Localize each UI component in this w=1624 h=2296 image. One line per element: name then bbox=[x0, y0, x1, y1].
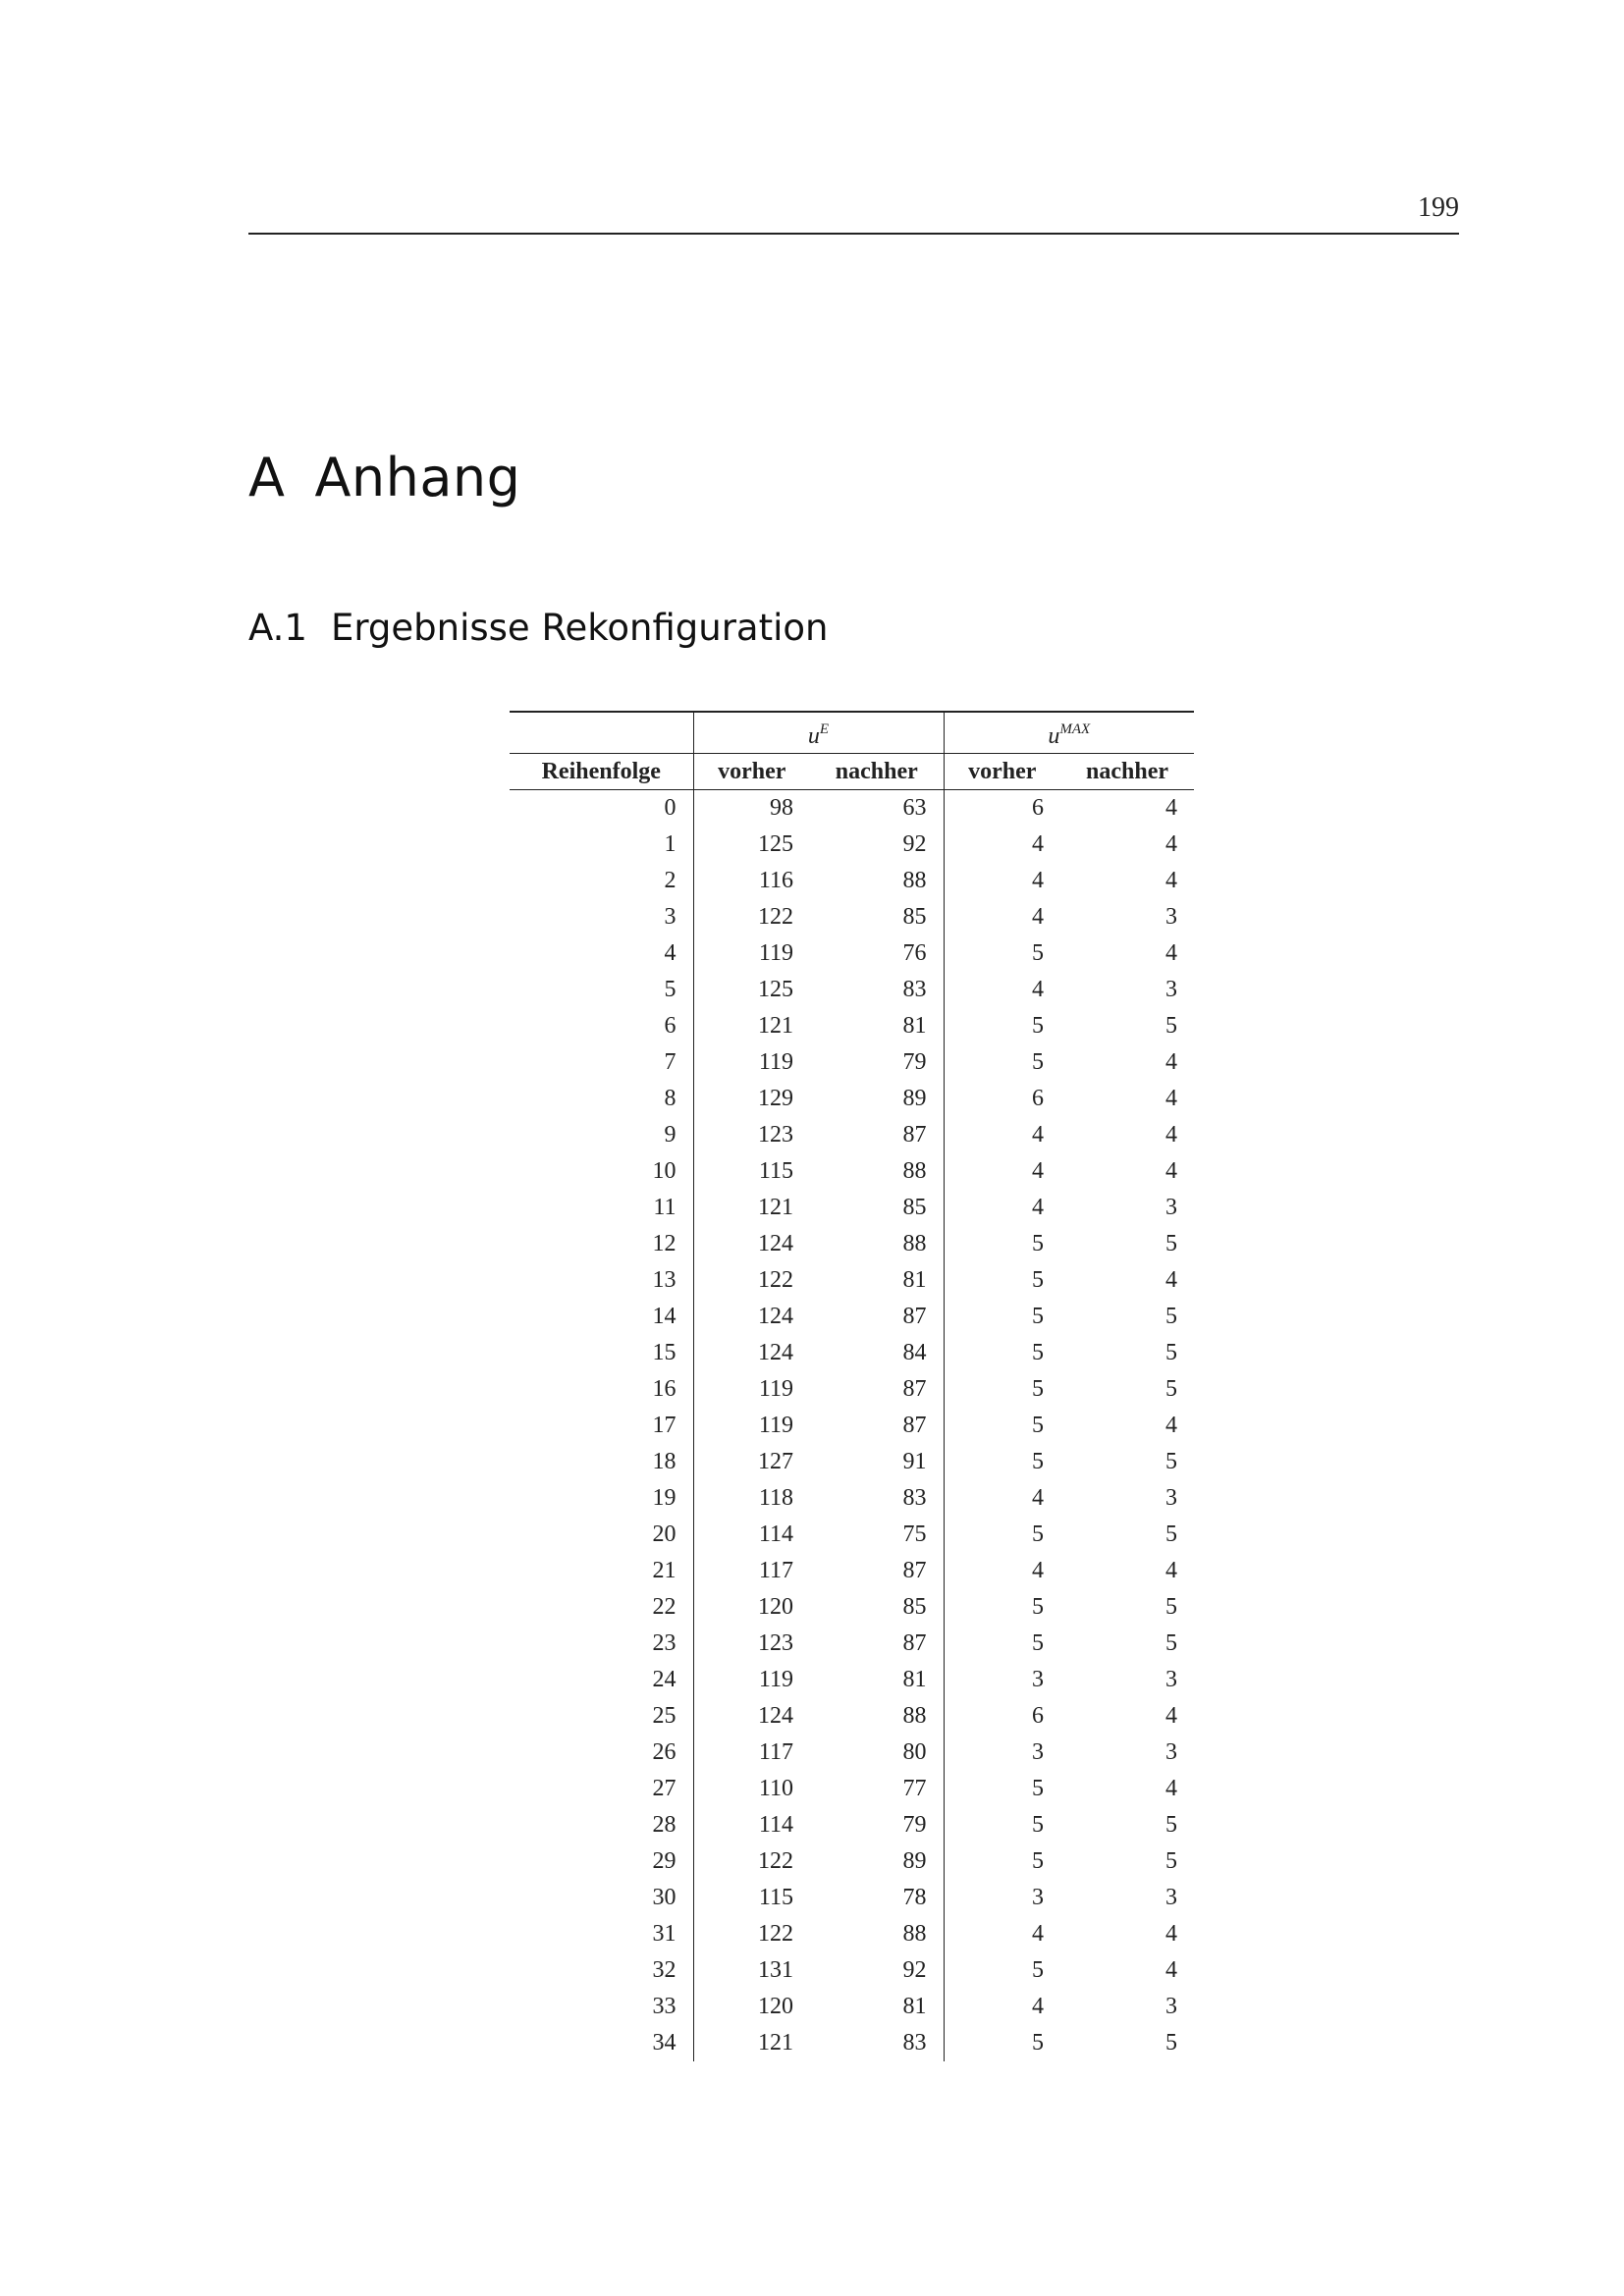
cell-umax-nachher: 5 bbox=[1165, 1594, 1177, 1620]
cell-umax-vorher: 4 bbox=[944, 863, 1060, 899]
cell-reihenfolge: 29 bbox=[652, 1848, 677, 1874]
cell-reihenfolge: 33 bbox=[652, 1994, 677, 2019]
cell-ue-vorher: 122 bbox=[693, 899, 810, 935]
table-row bbox=[510, 972, 1194, 1008]
table-row bbox=[510, 1153, 1194, 1190]
cell-reihenfolge: 13 bbox=[652, 1267, 677, 1293]
table-row bbox=[510, 863, 1194, 899]
cell-umax-nachher: 5 bbox=[1165, 1376, 1177, 1402]
cell-umax-vorher: 3 bbox=[944, 1735, 1060, 1771]
table-row bbox=[510, 1880, 1194, 1916]
table-row bbox=[510, 1843, 1194, 1880]
cell-reihenfolge: 27 bbox=[652, 1776, 677, 1801]
cell-umax-vorher: 5 bbox=[944, 1626, 1060, 1662]
cell-reihenfolge: 17 bbox=[652, 1413, 677, 1438]
cell-umax-vorher: 5 bbox=[944, 1335, 1060, 1371]
cell-ue-vorher: 119 bbox=[693, 935, 810, 972]
cell-umax-vorher: 5 bbox=[944, 1371, 1060, 1408]
cell-ue-vorher: 118 bbox=[693, 1480, 810, 1517]
cell-umax-nachher: 3 bbox=[1165, 977, 1177, 1002]
chapter-title-text: Anhang bbox=[314, 447, 521, 508]
cell-ue-nachher: 85 bbox=[902, 904, 927, 930]
cell-ue-nachher: 88 bbox=[902, 1703, 927, 1729]
cell-reihenfolge: 12 bbox=[652, 1231, 677, 1256]
cell-ue-vorher: 119 bbox=[693, 1662, 810, 1698]
column-header-ue-vorher: vorher bbox=[693, 754, 810, 790]
section-title-text: Ergebnisse Rekonfiguration bbox=[330, 607, 829, 649]
cell-ue-nachher: 79 bbox=[902, 1812, 927, 1838]
table-row bbox=[510, 1989, 1194, 2025]
cell-ue-nachher: 89 bbox=[902, 1086, 927, 1111]
cell-umax-nachher: 5 bbox=[1165, 1013, 1177, 1039]
table-row bbox=[510, 1553, 1194, 1589]
cell-reihenfolge: 20 bbox=[652, 1522, 677, 1547]
cell-reihenfolge: 25 bbox=[652, 1703, 677, 1729]
cell-umax-nachher: 5 bbox=[1165, 1630, 1177, 1656]
cell-reihenfolge: 19 bbox=[652, 1485, 677, 1511]
cell-reihenfolge: 24 bbox=[652, 1667, 677, 1692]
cell-umax-vorher: 5 bbox=[944, 1299, 1060, 1335]
table-row bbox=[510, 2025, 1194, 2061]
cell-umax-nachher: 4 bbox=[1165, 1267, 1177, 1293]
cell-ue-vorher: 114 bbox=[693, 1807, 810, 1843]
cell-reihenfolge: 0 bbox=[664, 795, 677, 821]
cell-ue-vorher: 122 bbox=[693, 1262, 810, 1299]
cell-ue-nachher: 92 bbox=[902, 1957, 927, 1983]
cell-ue-vorher: 120 bbox=[693, 1989, 810, 2025]
group-header-spacer bbox=[510, 712, 693, 754]
cell-ue-nachher: 88 bbox=[902, 868, 927, 893]
cell-umax-vorher: 4 bbox=[944, 827, 1060, 863]
cell-umax-nachher: 5 bbox=[1165, 1231, 1177, 1256]
cell-ue-vorher: 121 bbox=[693, 2025, 810, 2061]
results-table-wrapper bbox=[510, 711, 1194, 2061]
table-row bbox=[510, 1117, 1194, 1153]
cell-ue-nachher: 81 bbox=[902, 1267, 927, 1293]
cell-ue-nachher: 87 bbox=[902, 1413, 927, 1438]
cell-umax-vorher: 5 bbox=[944, 1952, 1060, 1989]
cell-umax-nachher: 5 bbox=[1165, 2030, 1177, 2056]
cell-umax-vorher: 5 bbox=[944, 2025, 1060, 2061]
cell-reihenfolge: 4 bbox=[664, 940, 677, 966]
cell-umax-nachher: 5 bbox=[1165, 1304, 1177, 1329]
cell-ue-nachher: 80 bbox=[902, 1739, 927, 1765]
cell-ue-vorher: 117 bbox=[693, 1735, 810, 1771]
cell-reihenfolge: 15 bbox=[652, 1340, 677, 1365]
cell-ue-nachher: 87 bbox=[902, 1558, 927, 1583]
cell-umax-nachher: 3 bbox=[1165, 1485, 1177, 1511]
cell-ue-vorher: 123 bbox=[693, 1626, 810, 1662]
cell-reihenfolge: 26 bbox=[652, 1739, 677, 1765]
cell-umax-nachher: 3 bbox=[1165, 904, 1177, 930]
cell-umax-nachher: 3 bbox=[1165, 1195, 1177, 1220]
cell-ue-nachher: 83 bbox=[902, 977, 927, 1002]
cell-umax-nachher: 4 bbox=[1165, 1558, 1177, 1583]
cell-ue-vorher: 119 bbox=[693, 1408, 810, 1444]
cell-ue-vorher: 115 bbox=[693, 1153, 810, 1190]
cell-umax-vorher: 5 bbox=[944, 1044, 1060, 1081]
cell-reihenfolge: 22 bbox=[652, 1594, 677, 1620]
cell-umax-nachher: 5 bbox=[1165, 1340, 1177, 1365]
table-body bbox=[510, 790, 1194, 2062]
page-number: 199 bbox=[1418, 192, 1459, 223]
cell-umax-vorher: 3 bbox=[944, 1880, 1060, 1916]
cell-umax-vorher: 5 bbox=[944, 1589, 1060, 1626]
cell-umax-vorher: 6 bbox=[944, 1698, 1060, 1735]
cell-ue-vorher: 124 bbox=[693, 1698, 810, 1735]
table-row bbox=[510, 935, 1194, 972]
cell-ue-nachher: 81 bbox=[902, 1013, 927, 1039]
cell-umax-vorher: 6 bbox=[944, 1081, 1060, 1117]
cell-umax-nachher: 5 bbox=[1165, 1522, 1177, 1547]
table-row bbox=[510, 1190, 1194, 1226]
cell-ue-vorher: 115 bbox=[693, 1880, 810, 1916]
cell-ue-nachher: 87 bbox=[902, 1122, 927, 1148]
cell-ue-nachher: 63 bbox=[902, 795, 927, 821]
section-number: A.1 bbox=[248, 607, 307, 649]
cell-umax-vorher: 4 bbox=[944, 1190, 1060, 1226]
table-row bbox=[510, 1916, 1194, 1952]
cell-reihenfolge: 34 bbox=[652, 2030, 677, 2056]
cell-ue-nachher: 85 bbox=[902, 1195, 927, 1220]
cell-ue-nachher: 92 bbox=[902, 831, 927, 857]
cell-ue-vorher: 122 bbox=[693, 1843, 810, 1880]
cell-ue-vorher: 120 bbox=[693, 1589, 810, 1626]
column-header-reihenfolge: Reihenfolge bbox=[510, 754, 693, 790]
cell-umax-nachher: 4 bbox=[1165, 868, 1177, 893]
cell-umax-vorher: 5 bbox=[944, 1517, 1060, 1553]
cell-umax-nachher: 4 bbox=[1165, 1921, 1177, 1947]
cell-umax-vorher: 6 bbox=[944, 790, 1060, 828]
results-table bbox=[510, 711, 1194, 2061]
table-row bbox=[510, 790, 1194, 828]
cell-umax-nachher: 3 bbox=[1165, 1739, 1177, 1765]
cell-umax-vorher: 5 bbox=[944, 1408, 1060, 1444]
cell-ue-nachher: 81 bbox=[902, 1667, 927, 1692]
table-row bbox=[510, 1480, 1194, 1517]
cell-umax-nachher: 4 bbox=[1165, 1413, 1177, 1438]
cell-umax-nachher: 4 bbox=[1165, 795, 1177, 821]
cell-ue-nachher: 76 bbox=[902, 940, 927, 966]
table-row bbox=[510, 1408, 1194, 1444]
cell-ue-nachher: 83 bbox=[902, 2030, 927, 2056]
cell-umax-nachher: 3 bbox=[1165, 1667, 1177, 1692]
cell-ue-vorher: 124 bbox=[693, 1299, 810, 1335]
chapter-title bbox=[248, 447, 520, 508]
cell-ue-nachher: 83 bbox=[902, 1485, 927, 1511]
cell-umax-vorher: 4 bbox=[944, 1480, 1060, 1517]
cell-ue-nachher: 88 bbox=[902, 1231, 927, 1256]
cell-ue-vorher: 127 bbox=[693, 1444, 810, 1480]
column-header-ue-nachher: nachher bbox=[810, 754, 944, 790]
cell-ue-nachher: 91 bbox=[902, 1449, 927, 1474]
cell-umax-vorher: 4 bbox=[944, 1117, 1060, 1153]
cell-umax-nachher: 5 bbox=[1165, 1812, 1177, 1838]
cell-umax-nachher: 4 bbox=[1165, 1703, 1177, 1729]
table-row bbox=[510, 1662, 1194, 1698]
cell-reihenfolge: 11 bbox=[653, 1195, 677, 1220]
cell-ue-nachher: 87 bbox=[902, 1376, 927, 1402]
cell-ue-vorher: 125 bbox=[693, 827, 810, 863]
cell-ue-vorher: 98 bbox=[693, 790, 810, 828]
cell-reihenfolge: 9 bbox=[664, 1122, 677, 1148]
section-title bbox=[248, 607, 828, 649]
cell-ue-vorher: 110 bbox=[693, 1771, 810, 1807]
table-row bbox=[510, 1262, 1194, 1299]
table-row bbox=[510, 827, 1194, 863]
cell-umax-vorher: 4 bbox=[944, 1153, 1060, 1190]
cell-umax-vorher: 5 bbox=[944, 1226, 1060, 1262]
table-row bbox=[510, 1698, 1194, 1735]
table-row bbox=[510, 1371, 1194, 1408]
cell-reihenfolge: 8 bbox=[664, 1086, 677, 1111]
cell-umax-vorher: 4 bbox=[944, 899, 1060, 935]
cell-reihenfolge: 7 bbox=[664, 1049, 677, 1075]
cell-umax-nachher: 4 bbox=[1165, 1049, 1177, 1075]
cell-umax-vorher: 3 bbox=[944, 1662, 1060, 1698]
cell-umax-vorher: 4 bbox=[944, 1989, 1060, 2025]
cell-umax-vorher: 5 bbox=[944, 935, 1060, 972]
cell-umax-vorher: 4 bbox=[944, 972, 1060, 1008]
cell-ue-vorher: 123 bbox=[693, 1117, 810, 1153]
table-row bbox=[510, 899, 1194, 935]
cell-ue-vorher: 121 bbox=[693, 1190, 810, 1226]
table-row bbox=[510, 1299, 1194, 1335]
cell-umax-nachher: 3 bbox=[1165, 1885, 1177, 1910]
cell-ue-vorher: 125 bbox=[693, 972, 810, 1008]
cell-umax-vorher: 5 bbox=[944, 1771, 1060, 1807]
cell-ue-nachher: 79 bbox=[902, 1049, 927, 1075]
cell-reihenfolge: 1 bbox=[664, 831, 677, 857]
cell-umax-nachher: 4 bbox=[1165, 940, 1177, 966]
cell-umax-nachher: 5 bbox=[1165, 1848, 1177, 1874]
cell-reihenfolge: 2 bbox=[664, 868, 677, 893]
table-row bbox=[510, 1081, 1194, 1117]
table-row bbox=[510, 1771, 1194, 1807]
group-header-ue: $u^E$ bbox=[693, 712, 944, 754]
cell-reihenfolge: 10 bbox=[652, 1158, 677, 1184]
cell-ue-vorher: 124 bbox=[693, 1226, 810, 1262]
cell-reihenfolge: 28 bbox=[652, 1812, 677, 1838]
cell-umax-nachher: 4 bbox=[1165, 1086, 1177, 1111]
cell-ue-vorher: 121 bbox=[693, 1008, 810, 1044]
cell-reihenfolge: 14 bbox=[652, 1304, 677, 1329]
cell-reihenfolge: 30 bbox=[652, 1885, 677, 1910]
cell-umax-vorher: 4 bbox=[944, 1916, 1060, 1952]
cell-reihenfolge: 21 bbox=[652, 1558, 677, 1583]
table-row bbox=[510, 1226, 1194, 1262]
column-header-umax-vorher: vorher bbox=[944, 754, 1060, 790]
cell-umax-nachher: 3 bbox=[1165, 1994, 1177, 2019]
cell-ue-nachher: 85 bbox=[902, 1594, 927, 1620]
cell-ue-vorher: 119 bbox=[693, 1371, 810, 1408]
cell-umax-nachher: 4 bbox=[1165, 1957, 1177, 1983]
column-header-umax-nachher: nachher bbox=[1060, 754, 1194, 790]
cell-ue-vorher: 129 bbox=[693, 1081, 810, 1117]
cell-umax-nachher: 4 bbox=[1165, 1122, 1177, 1148]
column-header-row bbox=[510, 754, 1194, 790]
table-row bbox=[510, 1626, 1194, 1662]
header-rule bbox=[248, 233, 1459, 235]
cell-ue-nachher: 81 bbox=[902, 1994, 927, 2019]
table-row bbox=[510, 1589, 1194, 1626]
cell-ue-vorher: 114 bbox=[693, 1517, 810, 1553]
group-header-umax: $u^{MAX}$ bbox=[944, 712, 1194, 754]
cell-ue-nachher: 88 bbox=[902, 1158, 927, 1184]
cell-ue-vorher: 124 bbox=[693, 1335, 810, 1371]
cell-reihenfolge: 16 bbox=[652, 1376, 677, 1402]
chapter-number: A bbox=[248, 447, 286, 508]
cell-umax-vorher: 5 bbox=[944, 1008, 1060, 1044]
cell-ue-vorher: 119 bbox=[693, 1044, 810, 1081]
table-row bbox=[510, 1335, 1194, 1371]
table-row bbox=[510, 1807, 1194, 1843]
cell-umax-nachher: 4 bbox=[1165, 1776, 1177, 1801]
cell-ue-nachher: 84 bbox=[902, 1340, 927, 1365]
cell-umax-nachher: 4 bbox=[1165, 831, 1177, 857]
cell-umax-vorher: 4 bbox=[944, 1553, 1060, 1589]
cell-ue-nachher: 89 bbox=[902, 1848, 927, 1874]
table-row bbox=[510, 1952, 1194, 1989]
cell-ue-vorher: 122 bbox=[693, 1916, 810, 1952]
cell-ue-nachher: 75 bbox=[902, 1522, 927, 1547]
cell-ue-nachher: 87 bbox=[902, 1630, 927, 1656]
table-row bbox=[510, 1735, 1194, 1771]
cell-ue-nachher: 88 bbox=[902, 1921, 927, 1947]
cell-ue-nachher: 87 bbox=[902, 1304, 927, 1329]
cell-ue-nachher: 77 bbox=[902, 1776, 927, 1801]
cell-umax-nachher: 5 bbox=[1165, 1449, 1177, 1474]
table-row bbox=[510, 1008, 1194, 1044]
table-row bbox=[510, 1044, 1194, 1081]
cell-ue-nachher: 78 bbox=[902, 1885, 927, 1910]
cell-umax-nachher: 4 bbox=[1165, 1158, 1177, 1184]
cell-reihenfolge: 18 bbox=[652, 1449, 677, 1474]
cell-umax-vorher: 5 bbox=[944, 1262, 1060, 1299]
cell-reihenfolge: 32 bbox=[652, 1957, 677, 1983]
cell-reihenfolge: 31 bbox=[652, 1921, 677, 1947]
cell-reihenfolge: 5 bbox=[664, 977, 677, 1002]
cell-ue-vorher: 131 bbox=[693, 1952, 810, 1989]
cell-reihenfolge: 3 bbox=[664, 904, 677, 930]
group-header-row bbox=[510, 712, 1194, 754]
cell-umax-vorher: 5 bbox=[944, 1444, 1060, 1480]
cell-ue-vorher: 116 bbox=[693, 863, 810, 899]
cell-ue-vorher: 117 bbox=[693, 1553, 810, 1589]
cell-umax-vorher: 5 bbox=[944, 1807, 1060, 1843]
cell-reihenfolge: 6 bbox=[664, 1013, 677, 1039]
cell-umax-vorher: 5 bbox=[944, 1843, 1060, 1880]
table-row bbox=[510, 1517, 1194, 1553]
cell-reihenfolge: 23 bbox=[652, 1630, 677, 1656]
table-row bbox=[510, 1444, 1194, 1480]
